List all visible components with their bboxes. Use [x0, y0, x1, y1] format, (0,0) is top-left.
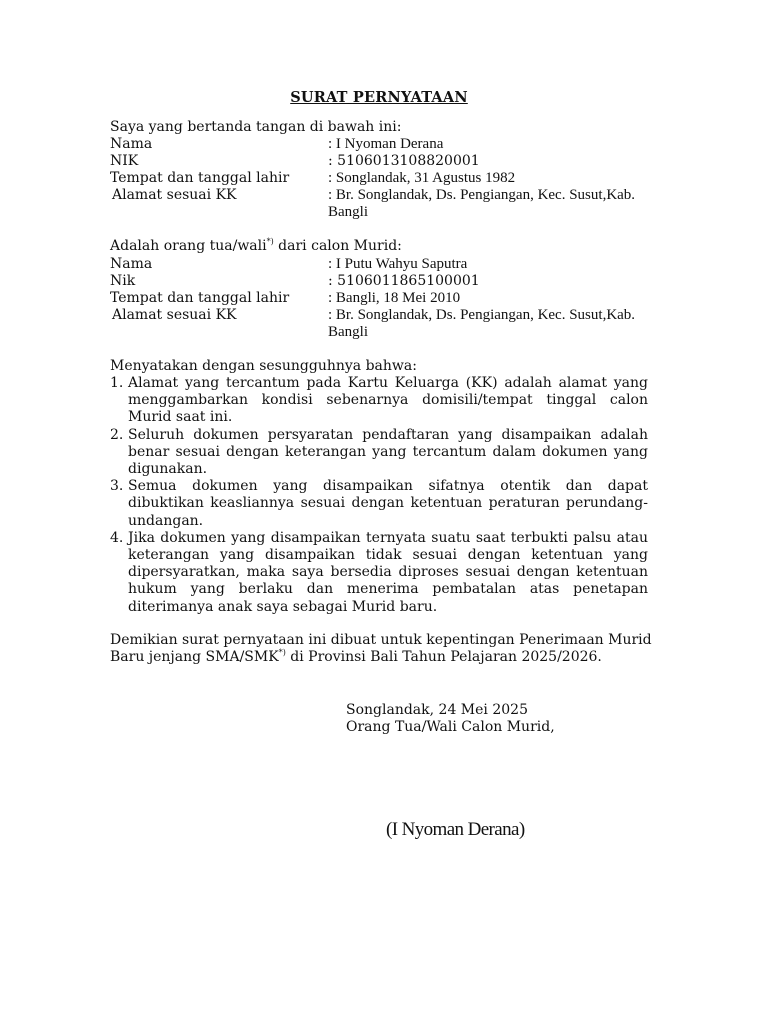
statement-item [110, 530, 648, 616]
parent-address-value: : Br. Songlandak, Ds. Pengiangan, Kec. Susut,Kab. Bangli [328, 187, 636, 220]
signer-name-close: ) [518, 819, 525, 840]
guardian-intro-text: Adalah orang tua/wali [110, 238, 267, 254]
student-nik-label: Nik [110, 273, 136, 289]
intro-text: Saya yang bertanda tangan di bawah ini: [110, 119, 402, 135]
parent-birth-row [110, 170, 680, 187]
statement-item [110, 478, 648, 530]
student-address-row [110, 307, 680, 341]
statement-number: 1. [110, 375, 124, 391]
closing-footnote-mark: *) [278, 648, 286, 658]
parent-name-label: Nama [110, 136, 153, 152]
parent-birth-label: Tempat dan tanggal lahir [110, 170, 290, 186]
student-birth-label: Tempat dan tanggal lahir [110, 290, 290, 306]
statement-number: 3. [110, 478, 124, 495]
parent-name-row [110, 136, 680, 153]
place-date: Songlandak, 24 Mei 2025 [346, 702, 528, 718]
closing-text-a: Demikian surat pernyataan ini dibuat untuk kepentingan Penerimaan Murid Baru jenjang SMA/SMK [110, 632, 652, 666]
parent-nik-value: : 5106013108820001 [328, 153, 480, 169]
statement-number: 4. [110, 529, 124, 546]
closing-text-b: di Provinsi Bali Tahun Pelajaran 2025/2026. [285, 649, 602, 666]
statement-item [110, 375, 648, 427]
student-nik-row [110, 273, 680, 290]
student-name-label: Nama [110, 256, 153, 272]
statement-intro: Menyatakan dengan sesungguhnya bahwa: [110, 358, 417, 374]
parent-address-row [110, 187, 680, 221]
statement-text: Alamat yang tercantum pada Kartu Keluarga (KK) adalah alamat yang menggambarkan kondisi sebenarnya domisili/tempat tinggal calon Murid saat ini. [128, 375, 648, 426]
student-birth-row [110, 290, 680, 307]
statement-text: Semua dokumen yang disampaikan sifatnya otentik dan dapat dibuktikan keasliannya sesuai dengan ketentuan peraturan perundang-undangan. [128, 478, 648, 529]
guardian-intro [110, 238, 402, 255]
student-nik-value: : 5106011865100001 [328, 273, 480, 289]
closing-paragraph [110, 632, 658, 666]
statement-item [110, 427, 648, 479]
student-address-value: : Br. Songlandak, Ds. Pengiangan, Kec. Susut,Kab. Bangli [328, 307, 636, 340]
guardian-footnote-mark: *) [266, 237, 274, 246]
student-address-label: Alamat sesuai KK [112, 307, 237, 323]
student-birth-value: : Bangli, 18 Mei 2010 [328, 290, 461, 306]
guardian-intro-end: dari calon Murid: [273, 238, 402, 254]
parent-nik-row [110, 153, 680, 170]
student-name-value: : I Putu Wahyu Saputra [328, 256, 468, 272]
parent-name-value: : I Nyoman Derana [328, 136, 444, 152]
statement-text: Jika dokumen yang disampaikan ternyata suatu saat terbukti palsu atau keterangan yang disampaikan tidak sesuai dengan ketentuan yang dipersyaratkan, maka saya bersedia diproses sesuai dengan ketentuan hukum yang berlaku dan menerima pembatalan atas penetapan diterimanya anak saya sebagai Murid baru. [128, 529, 648, 615]
student-name-row [110, 256, 680, 273]
parent-nik-label: NIK [110, 153, 139, 169]
signer-role: Orang Tua/Wali Calon Murid, [346, 719, 555, 735]
signer-name-text: (I Nyoman Derana [386, 819, 519, 840]
signer-name [386, 819, 525, 841]
parent-birth-value: : Songlandak, 31 Agustus 1982 [328, 170, 516, 186]
document-title: SURAT PERNYATAAN [290, 89, 468, 106]
parent-address-label: Alamat sesuai KK [112, 187, 237, 203]
statement-text: Seluruh dokumen persyaratan pendaftaran yang disampaikan adalah benar sesuai dengan keterangan yang tercantum dalam dokumen yang digunakan. [128, 426, 648, 478]
statement-number: 2. [110, 426, 124, 443]
statement-list [110, 375, 648, 616]
